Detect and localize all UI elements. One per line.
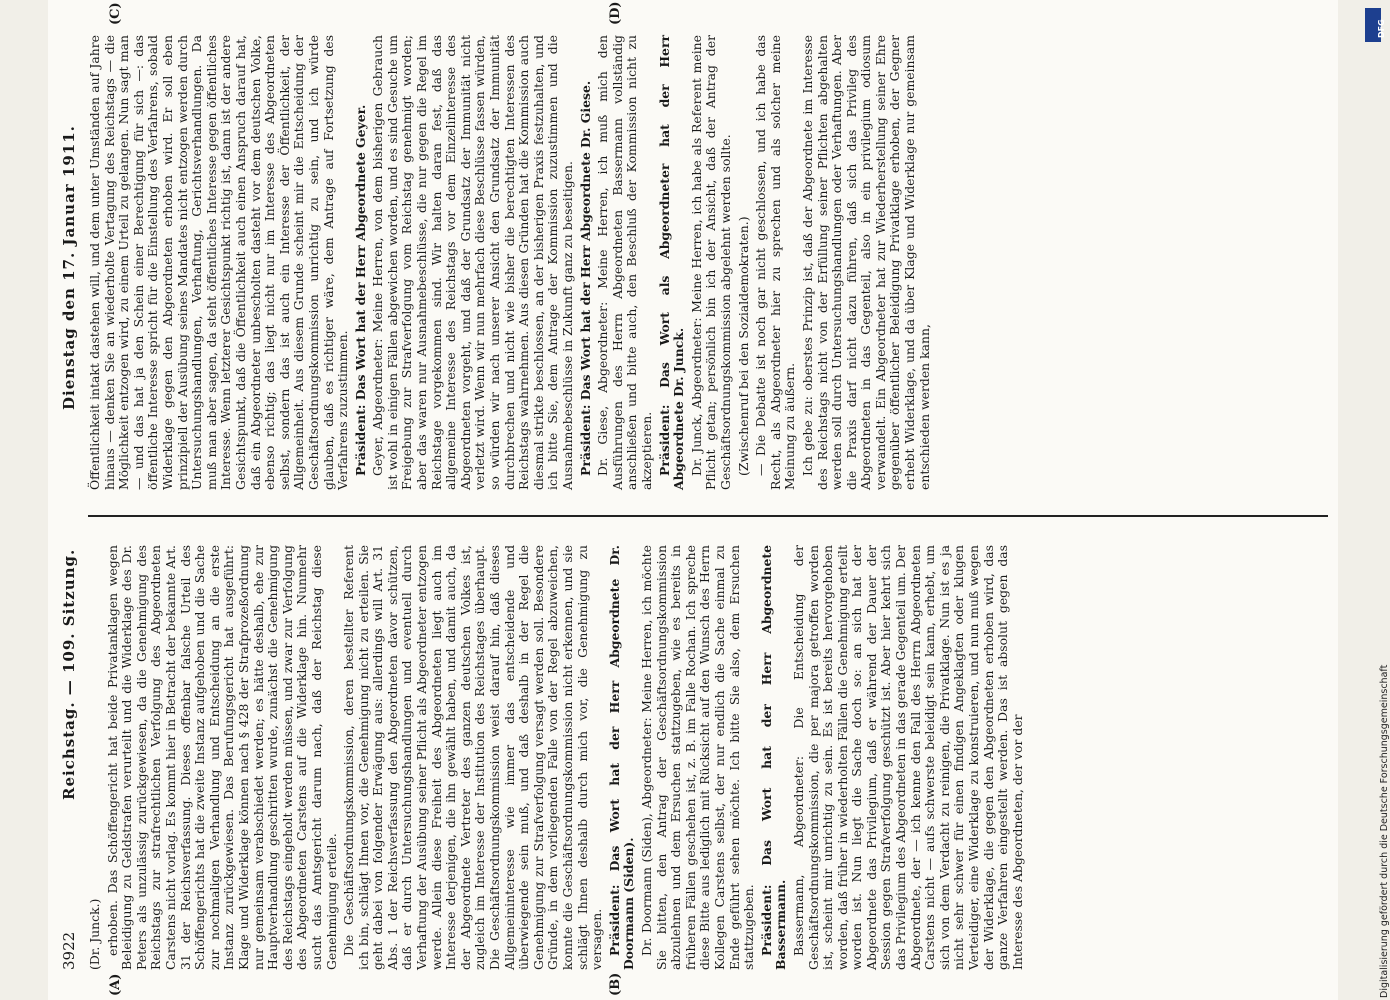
paragraph: Präsident: Das Wort hat der Herr Abgeordnete Bassermann. bbox=[758, 545, 789, 970]
page-number: 3922 bbox=[60, 931, 78, 970]
dfg-logo-text: DFG bbox=[1377, 19, 1386, 38]
margin-mark-d: (D) bbox=[608, 1, 623, 25]
paragraph: (Zwischenruf bei den Sozialdemokraten.) bbox=[735, 216, 751, 476]
paragraph: Dr. Giese, Abgeordneter: Meine Herren, ich muß mich den Ausführungen des Herrn Abgeordneten Bassermann vollständig anschließen und bitte auch, den Beschluß der Kommission nicht zu akzeptieren. bbox=[595, 35, 654, 490]
session-title: Reichstag. — 109. Sitzung. bbox=[60, 548, 78, 800]
paragraph: Dr. Doormann (Siden), Abgeordneter: Meine Herren, ich möchte Sie bitten, den Antrag der Geschäftsordnungskommission abzulehnen und dem Ersuchen stattzugeben, wie es bereits in früheren Fällen geschehen ist, z. B. im Falle Rochan. Ich spreche diese Bitte aus lediglich mit Rücksicht auf den Wunsch des Herrn Kollegen Carstens selbst, der nur endlich die Sache einmal zu Ende geführt sehen möchte. Ich bitte Sie also, dem Ersuchen stattzugeben. bbox=[638, 545, 757, 970]
paragraph: Präsident: Das Wort hat der Herr Abgeordnete Dr. Giese. bbox=[577, 80, 593, 476]
margin-mark-c: (C) bbox=[108, 2, 123, 25]
left-column bbox=[88, 545, 1318, 970]
paragraph: Präsident: Das Wort hat der Herr Abgeordnete Geyer. bbox=[352, 104, 368, 476]
margin-mark-a: (A) bbox=[108, 973, 123, 996]
column-divider bbox=[88, 515, 1328, 517]
credit-text: Digitalisierung gefördert durch die Deutsche Forschungsgemeinschaft bbox=[1379, 664, 1390, 998]
paragraph: Ich gebe zu: oberstes Prinzip ist, daß der Abgeordnete im Interesse des Reichstags nicht von der Erfüllung seiner Pflichten abgehalten werden soll durch Untersuchungshandlungen oder Verhaftungen. Aber die Praxis darf nicht dazu führen, daß sich das Privileg des Abgeordneten in das Gegenteil, also in ein privilegium odiosum verwandelt. Ein Abgeordneter hat zur Wiederherstellung seiner Ehre gegenüber öffentlicher Beleidigung Privatklage erhoben, der Gegner erhebt Widerklage, und da über Klage und Widerklage nur gemeinsam entschieden werden kann, bbox=[799, 35, 932, 490]
page-header bbox=[60, 30, 82, 970]
paragraph: Öffentlichkeit intakt dastehen will, und dem unter Umständen auf Jahre hinaus — denken Sie an wiederholte Vertagung des Reichstags — die Möglichkeit entzogen wird, zu einem Urteil zu gelangen. Nun sagt man — und das hat ja den Schein einer Berechtigung für sich —: das öffentliche Interesse spricht für die Einstellung des Verfahrens, sobald Widerklage gegen den Abgeordneten erhoben wird. Er soll eben prinzipiell der Ausübung seines Mandates nicht entzogen werden durch Untersuchungshandlungen, Verhaftung, Gerichtsverhandlungen. Da muß man aber sagen, da steht öffentliches Interesse gegen öffentliches Interesse. Wenn letzterer Gesichtspunkt richtig ist, dann ist der andere Gesichtspunkt, daß die Öffentlichkeit auch einen Anspruch darauf hat, daß ein Abgeordneter unbescholten dasteht vor dem deutschen Volke, ebenso richtig; das liegt nicht nur im Interesse des Abgeordneten selbst, sondern das ist auch ein Interesse der Öffentlichkeit, der Allgemeinheit. Aus diesem Grunde scheint mir die Entscheidung der Geschäftsordnungskommission unrichtig zu sein, und ich würde glauben, daß es richtiger wäre, dem Antrage auf Fortsetzung des Verfahrens zuzustimmen. bbox=[87, 35, 351, 490]
rotated-page bbox=[48, 0, 1338, 1000]
session-date: Dienstag den 17. Januar 1911. bbox=[60, 125, 78, 410]
paragraph: Dr. Junck, Abgeordneter: Meine Herren, ich habe als Referent meine Pflicht getan; persönlich bin ich der Ansicht, daß der Antrag der Geschäftsordnungskommission abgelehnt werden sollte. bbox=[688, 35, 733, 490]
paragraph: Präsident: Das Wort als Abgeordneter hat der Herr Abgeordnete Dr. Junck. bbox=[656, 35, 687, 490]
paragraph: Geyer, Abgeordneter: Meine Herren, von dem bisherigen Gebrauch ist wohl in einigen Fällen abgewichen worden, und es sind Gesuche um Freigebung zur Strafverfolgung vom Reichstag genehmigt worden; aber das waren nur Ausnahmebeschlüsse, die nur gegen die Regel im Reichstage vorgekommen sind. Wir halten daran fest, daß das allgemeine Interesse des Reichstags vor dem Einzelinteresse des Abgeordneten vorgeht, und daß der Grundsatz der Immunität nicht verletzt wird. Wenn wir nun mehrfach diese Beschlüsse fassen würden, so würden wir nach unserer Ansicht den Grundsatz der Immunität durchbrechen und nicht wie bisher die berechtigten Interessen des Reichstags wahrnehmen. Aus diesen Gründen hat die Kommission auch diesmal strikte beschlossen, an der bisherigen Praxis festzuhalten, und ich bitte Sie, dem Antrage der Kommission zuzustimmen und die Ausnahmebeschlüsse in Zukunft ganz zu beseitigen. bbox=[370, 35, 575, 490]
dfg-logo bbox=[1365, 8, 1386, 42]
paragraph: Bassermann, Abgeordneter: Die Entscheidung der Geschäftsordnungskommission, die per majora getroffen worden ist, scheint mir unrichtig zu sein. Es ist bereits hervorgehoben worden, daß früher in wiederholten Fällen die Genehmigung erteilt worden ist. Nun liegt die Sache doch so: an sich hat der Abgeordnete das Privilegium, daß er während der Dauer der Session gegen Strafverfolgung geschützt ist. Aber hier kehrt sich das Privilegium des Abgeordneten in das gerade Gegenteil um. Der Abgeordnete, der — ich kenne den Fall des Herrn Abgeordneten Carstens nicht — aufs schwerste beleidigt sein kann, erhebt, um sich von dem Verdacht zu reinigen, die Privatklage. Nun ist es ja nicht sehr schwer für einen findigen Angeklagten oder klugen Verteidiger, eine Widerklage zu konstruieren, und nun muß wegen der Widerklage, die gegen den Abgeordneten erhoben wird, das ganze Verfahren eingestellt werden. Das ist absolut gegen das Interesse des Abgeordneten, der vor der bbox=[790, 545, 1025, 970]
paragraph: (Dr. Junck.) bbox=[87, 898, 102, 970]
right-column bbox=[88, 35, 1318, 490]
paragraph: — Die Debatte ist noch gar nicht geschlossen, und ich habe das Recht, als Abgeordneter hier zu sprechen und als solcher meine Meinung zu äußern. bbox=[753, 35, 798, 490]
paragraph: Präsident: Das Wort hat der Herr Abgeordnete Dr. Doormann (Siden). bbox=[606, 545, 637, 970]
paragraph: erhoben. Das Schöffengericht hat beide Privatanklagen wegen Beleidigung zu Geldstrafen verurteilt und die Widerklage des Dr. Peters als unzulässig zurückgewiesen, da die Genehmigung des Reichstags zur strafrechtlichen Verfolgung des Abgeordneten Carstens nicht vorlag. Es kommt hier in Betracht der bekannte Art. 31 der Reichsverfassung. Dieses offenbar falsche Urteil des Schöffengerichts hat die zweite Instanz aufgehoben und die Sache zur nochmaligen Verhandlung und Entscheidung an die erste Instanz zurückgewiesen. Das Berufungsgericht hat ausgeführt: Klage und Widerklage können nach § 428 der Strafprozeßordnung nur gemeinsam verabschiedet werden; es hätte deshalb, ehe zur Hauptverhandlung geschritten wurde, zunächst die Genehmigung des Reichstags eingeholt werden müssen, und zwar zur Verfolgung des Abgeordneten Carstens auf die Widerklage hin. Nunmehr sucht das Amtsgericht darum nach, daß der Reichstag diese Genehmigung erteile. bbox=[104, 545, 339, 970]
paragraph: Die Geschäftsordnungskommission, deren bestellter Referent ich bin, schlägt Ihnen vor, die Genehmigung nicht zu erteilen. Sie geht dabei von folgender Erwägung aus: allerdings will Art. 31 Abs. 1 der Reichsverfassung den Abgeordneten davor schützen, daß er durch Untersuchungshandlungen und eventuell durch Verhaftung der Ausübung seiner Pflicht als Abgeordneter entzogen werde. Allein diese Freiheit des Abgeordneten liegt auch im Interesse derjenigen, die ihn gewählt haben, und damit auch, da der Abgeordnete Vertreter des ganzen deutschen Volkes ist, zugleich im Interesse der Institution des Reichstages überhaupt. Die Geschäftsordnungskommission weist darauf hin, daß dieses Allgemeininteresse wie immer das entscheidende und überwiegende sein muß, und daß deshalb in der Regel die Genehmigung zur Strafverfolgung versagt werden soll. Besondere Gründe, in dem vorliegenden Falle von der Regel abzuweichen, konnte die Geschäftsordnungskommission nicht erkennen, und sie schlägt Ihnen deshalb durch mich vor, die Genehmigung zu versagen. bbox=[341, 545, 605, 970]
margin-mark-b: (B) bbox=[608, 972, 623, 996]
